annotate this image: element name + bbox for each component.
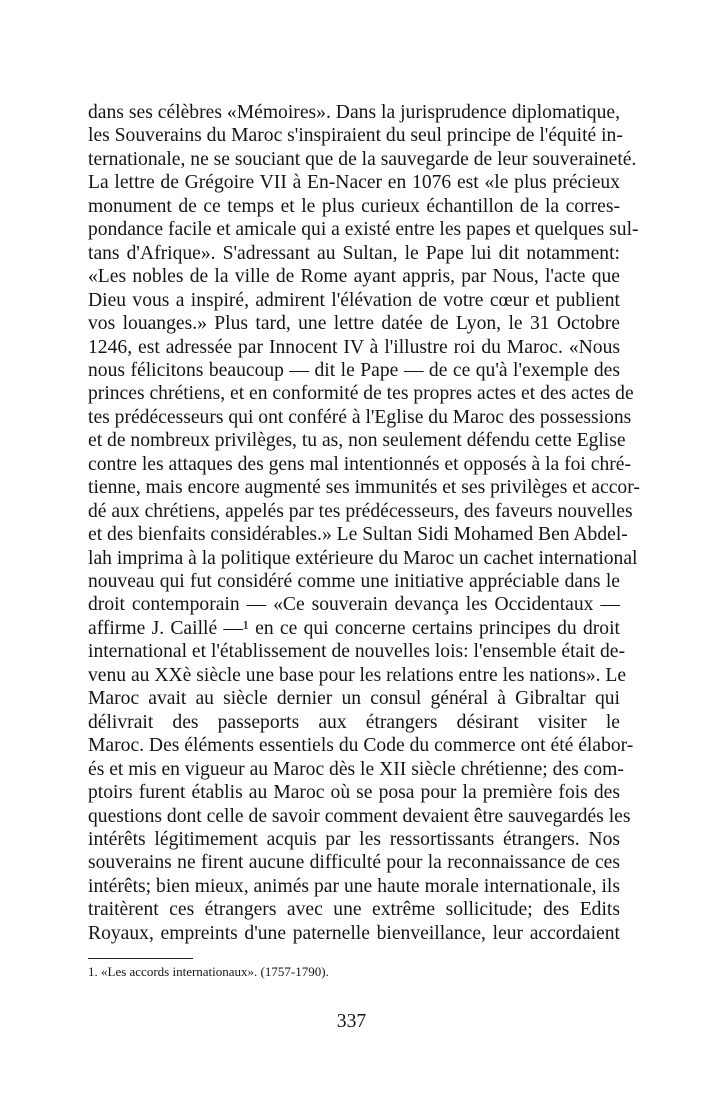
text-line: «Les nobles de la ville de Rome ayant appris, par Nous, l'acte que [88, 266, 620, 288]
text-line: Dieu vous a inspiré, admirent l'élévation de votre cœur et publient [88, 289, 620, 311]
text-line: tes prédécesseurs qui ont conféré à l'Eglise du Maroc des possessions [88, 406, 632, 428]
text-line: nous félicitons beaucoup — dit le Pape — de ce qu'à l'exemple des [88, 359, 620, 381]
page-number: 337 [336, 1011, 367, 1032]
text-line: monument de ce temps et le plus curieux échantillon de la corres- [88, 195, 620, 217]
text-line: princes chrétiens, et en conformité de tes propres actes et des actes de [88, 383, 634, 405]
text-line: dé aux chrétiens, appelés par tes prédécesseurs, des faveurs nouvelles [88, 500, 633, 522]
text-line: vos louanges.» Plus tard, une lettre datée de Lyon, le 31 Octobre [88, 313, 620, 335]
text-line: les Souverains du Maroc s'inspiraient du seul principe de l'équité in- [88, 125, 623, 147]
text-line: intérêts légitimement acquis par les ressortissants étrangers. Nos [88, 828, 620, 850]
text-line: lah imprima à la politique extérieure du Maroc un cachet international [88, 547, 638, 569]
text-line: 1246, est adressée par Innocent IV à l'illustre roi du Maroc. «Nous [88, 336, 620, 358]
text-line: traitèrent ces étrangers avec une extrême sollicitude; des Edits [88, 899, 620, 921]
footnote: 1. «Les accords internationaux». (1757-1790). [88, 964, 329, 979]
text-line: délivrait des passeports aux étrangers désirant visiter le [88, 711, 620, 733]
text-line: international et l'établissement de nouvelles lois: l'ensemble était de- [88, 641, 626, 663]
text-line: Maroc. Des éléments essentiels du Code du commerce ont été élabor- [88, 735, 634, 757]
text-line: contre les attaques des gens mal intentionnés et opposés à la foi chré- [88, 453, 632, 475]
text-line: venu au XXè siècle une base pour les relations entre les nations». Le [88, 664, 627, 686]
text-line: intérêts; bien mieux, animés par une haute morale internationale, ils [88, 875, 620, 897]
text-line: ternationale, ne se souciant que de la sauvegarde de leur souveraineté. [88, 148, 637, 170]
text-line: La lettre de Grégoire VII à En-Nacer en 1076 est «le plus précieux [88, 172, 620, 194]
footnote-rule [88, 958, 193, 959]
text-line: et de nombreux privilèges, tu as, non seulement défendu cette Eglise [88, 430, 626, 452]
text-line: nouveau qui fut considéré comme une initiative appréciable dans le [88, 571, 620, 592]
text-line: pondance facile et amicale qui a existé entre les papes et quelques sul- [88, 219, 639, 241]
text-line: souverains ne firent aucune difficulté pour la reconnaissance de ces [88, 852, 620, 874]
text-line: és et mis en vigueur au Maroc dès le XII siècle chrétienne; des com- [88, 758, 624, 780]
text-line: tans d'Afrique». S'adressant au Sultan, le Pape lui dit notamment: [88, 242, 620, 264]
text-line: dans ses célèbres «Mémoires». Dans la jurisprudence diplomatique, [88, 102, 620, 123]
text-line: tienne, mais encore augmenté ses immunités et ses privilèges et accor- [88, 477, 640, 499]
text-line: Royaux, empreints d'une paternelle bienveillance, leur accordaient [88, 922, 620, 944]
text-line: Maroc avait au siècle dernier un consul général à Gibraltar qui [88, 688, 620, 710]
text-line: droit contemporain — «Ce souverain devança les Occidentaux — [88, 594, 620, 616]
text-line: ptoirs furent établis au Maroc où se posa pour la première fois des [88, 782, 620, 804]
text-line: affirme J. Caillé —¹ en ce qui concerne certains principes du droit [88, 617, 620, 639]
text-line: questions dont celle de savoir comment devaient être sauvegardés les [88, 805, 631, 827]
text-line: et des bienfaits considérables.» Le Sultan Sidi Mohamed Ben Abdel- [88, 524, 628, 546]
